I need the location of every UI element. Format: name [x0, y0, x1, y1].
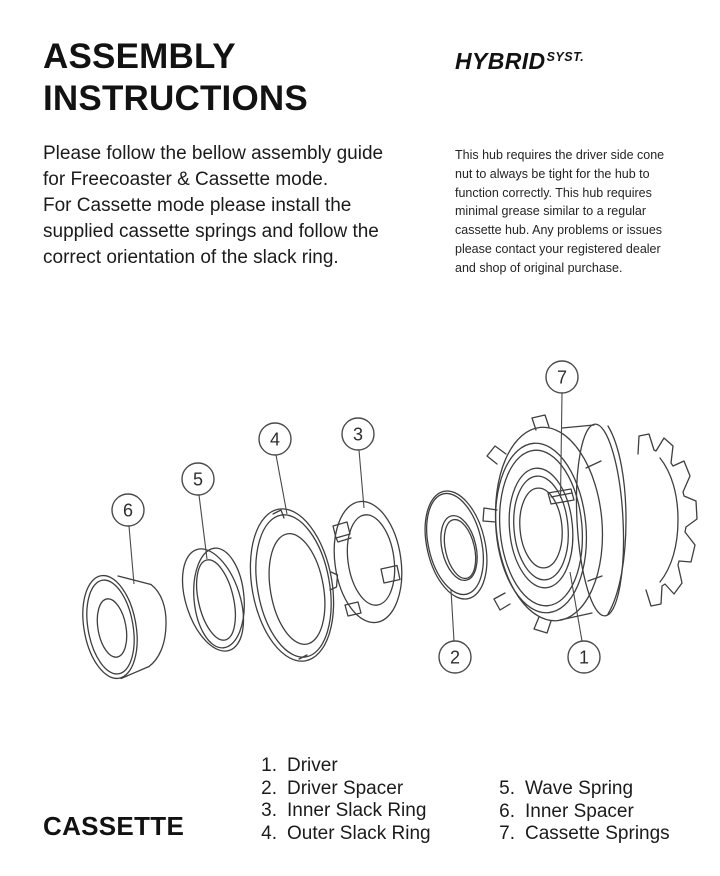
- part-wave-spring: [171, 541, 255, 658]
- leader-4: [276, 455, 287, 514]
- part-label: Driver: [287, 755, 338, 776]
- callout-4: [259, 423, 291, 455]
- parts-list-item: [491, 801, 670, 824]
- part-label: Inner Slack Ring: [287, 800, 427, 822]
- parts-list-item: [491, 823, 670, 846]
- part-driver: [483, 415, 697, 633]
- callout-3-number: 3: [352, 424, 364, 445]
- part-number: 2.: [261, 777, 277, 799]
- part-number: 3.: [261, 800, 277, 822]
- callout-7-number: 7: [556, 367, 568, 388]
- parts-list-column-2: [491, 778, 670, 846]
- brand-logo: [455, 48, 584, 75]
- part-label: Cassette Springs: [525, 823, 670, 845]
- brand-suffix: SYST.: [546, 50, 585, 64]
- parts-list-item: [253, 800, 431, 823]
- callout-2: [439, 641, 471, 673]
- intro-sentence-1: Please follow the bellow assembly guide for Freecoaster & Cassette mode.: [43, 143, 384, 190]
- parts-list-item: [253, 778, 431, 801]
- intro-paragraph: [43, 141, 405, 271]
- callout-1-number: 1: [578, 647, 590, 668]
- parts-list-item: [491, 778, 670, 801]
- part-label: Wave Spring: [525, 778, 634, 799]
- leader-7: [561, 393, 563, 498]
- exploded-view-diagram: [0, 348, 720, 748]
- callout-1: [568, 641, 600, 673]
- leader-1: [570, 572, 582, 641]
- callout-3: [342, 418, 374, 450]
- page-title-line2: INSTRUCTIONS: [43, 79, 308, 118]
- leader-2: [451, 590, 454, 641]
- part-number: 4.: [261, 822, 277, 844]
- part-label: Inner Spacer: [525, 800, 634, 822]
- part-label: Driver Spacer: [287, 777, 404, 799]
- part-inner-slack-ring: [327, 497, 409, 627]
- parts-list-column-1: [253, 755, 431, 845]
- part-label: Outer Slack Ring: [287, 822, 431, 844]
- intro-sentence-2: For Cassette mode please install the supplied cassette springs and follow the correct orientation of the slack ring.: [43, 195, 379, 268]
- parts-list-item: [253, 823, 431, 846]
- callout-7: [546, 361, 578, 393]
- leader-6: [129, 526, 134, 584]
- callout-6-number: 6: [122, 500, 134, 521]
- part-number: 7.: [499, 823, 515, 845]
- callout-5-number: 5: [192, 469, 204, 490]
- callout-4-number: 4: [269, 429, 281, 450]
- callout-2-number: 2: [449, 647, 461, 668]
- brand-name: HYBRID: [455, 48, 546, 74]
- page-title-line1: ASSEMBLY: [43, 37, 236, 76]
- leader-3: [359, 450, 364, 508]
- part-number: 1.: [261, 755, 277, 776]
- callout-5: [182, 463, 214, 495]
- part-number: 5.: [499, 778, 515, 799]
- callout-6: [112, 494, 144, 526]
- part-driver-spacer: [415, 485, 496, 605]
- side-note-paragraph: This hub requires the driver side cone nut to always be tight for the hub to function correctly. This hub requires minimal grease similar to a regular cassette hub. Any problems or issues please contact your registered dealer and shop of original purchase.: [455, 148, 665, 275]
- exploded-view-svg: [0, 348, 720, 748]
- page-title: [43, 36, 308, 120]
- parts-list-item: [253, 755, 431, 778]
- part-number: 6.: [499, 800, 515, 822]
- part-inner-spacer: [75, 571, 166, 682]
- part-outer-slack-ring: [239, 502, 345, 668]
- mode-label-cassette: CASSETTE: [43, 811, 185, 841]
